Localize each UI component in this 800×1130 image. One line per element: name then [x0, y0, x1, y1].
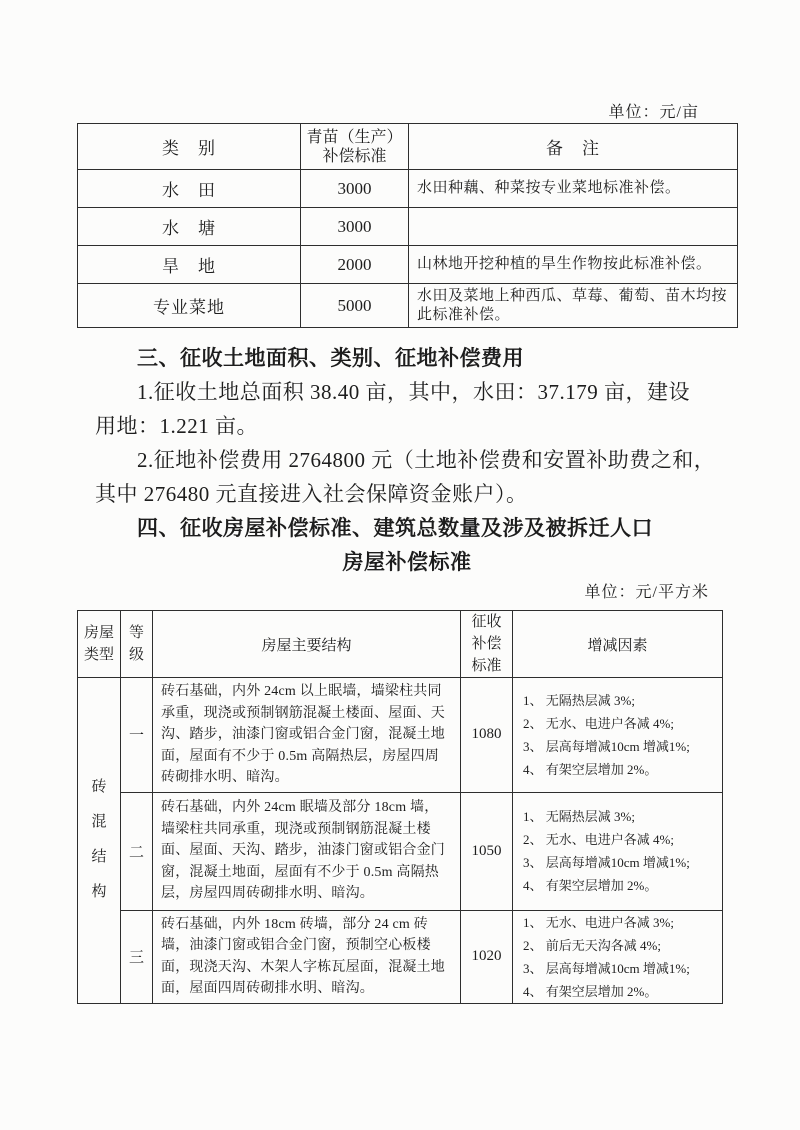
remark-cell: 水田及菜地上种西瓜、草莓、葡萄、苗木均按此标准补偿。 [409, 284, 738, 328]
category-cell: 专业菜地 [78, 284, 301, 328]
factor-line: 2、 前后无天沟各减 4%; [523, 937, 661, 953]
header-structure: 房屋主要结构 [153, 611, 461, 678]
factor-line: 3、 层高每增减10cm 增减1%; [523, 738, 690, 754]
header-factors: 增减因素 [513, 611, 723, 678]
factor-line: 4、 有架空层增加 2%。 [523, 878, 658, 893]
table-row [78, 170, 738, 208]
factor-line: 3、 层高每增减10cm 增减1%; [523, 855, 690, 870]
table-row [78, 208, 738, 246]
body-text [95, 341, 737, 579]
header-grade: 等级 [121, 611, 153, 678]
factor-line: 2、 无水、电进户各减 4%; [523, 715, 674, 731]
section-heading-four: 四、征收房屋补偿标准、建筑总数量及涉及被拆迁人口 [137, 516, 653, 540]
factor-line: 1、 无水、电进户各减 3%; [523, 914, 674, 930]
house-compensation-table [77, 610, 723, 1004]
header-category: 类 别 [78, 124, 301, 170]
unit-label-yuan-per-sqm: 单位：元/平方米 [584, 584, 709, 601]
structure-cell: 砖石基础，内外 24cm 眠墙及部分 18cm 墙，墙梁柱共同承重，现浇或预制钢筋混凝土楼面、屋面、天沟、踏步，油漆门窗或铝合金门窗，混凝土地面，屋面有不少于 0.5m 高隔热层，房屋四周砖砌排水明、暗沟。 [153, 792, 461, 910]
factor-line: 1、 无隔热层减 3%; [523, 692, 635, 708]
factors-cell [513, 910, 723, 1003]
grade-cell: 二 [121, 792, 153, 910]
crop-compensation-table [77, 123, 738, 328]
standard-cell: 1020 [461, 910, 513, 1003]
page-content [77, 0, 737, 1130]
grade-cell: 一 [121, 678, 153, 793]
table-row [78, 792, 723, 910]
category-cell: 旱 地 [78, 246, 301, 284]
remark-cell: 山林地开挖种植的旱生作物按此标准补偿。 [409, 246, 738, 284]
house-type-cell: 砖混结构 [78, 678, 121, 1004]
factor-line: 3、 层高每增减10cm 增减1%; [523, 960, 690, 976]
factors-cell [513, 792, 723, 910]
remark-cell: 水田种藕、种菜按专业菜地标准补偿。 [409, 170, 738, 208]
category-cell: 水 田 [78, 170, 301, 208]
table-row [78, 246, 738, 284]
header-house-type: 房屋类型 [78, 611, 121, 678]
factor-line: 1、 无隔热层减 3%; [523, 809, 635, 824]
standard-cell: 1080 [461, 678, 513, 793]
factor-line: 4、 有架空层增加 2%。 [523, 983, 658, 999]
remark-cell [409, 208, 738, 246]
header-remark: 备 注 [409, 124, 738, 170]
subtitle-house-compensation: 房屋补偿标准 [342, 550, 472, 574]
standard-cell: 5000 [301, 284, 409, 328]
paragraph-line: 2.征地补偿费用 2764800 元（土地补偿费和安置补助费之和， [137, 448, 716, 472]
structure-cell: 砖石基础，内外 24cm 以上眠墙，墙梁柱共同承重，现浇或预制钢筋混凝土楼面、屋面、天沟、踏步，油漆门窗或铝合金门窗，混凝土地面，屋面有不少于 0.5m 高隔热层，房屋四周砖砌排水明、暗沟。 [153, 678, 461, 793]
standard-cell: 2000 [301, 246, 409, 284]
standard-cell: 3000 [301, 170, 409, 208]
table-row [78, 910, 723, 1003]
paragraph-line: 用地：1.221 亩。 [95, 414, 258, 438]
unit-label-yuan-per-mu: 单位：元/亩 [608, 104, 699, 121]
paragraph-line: 1.征收土地总面积 38.40 亩，其中，水田：37.179 亩，建设 [137, 380, 690, 404]
factor-line: 2、 无水、电进户各减 4%; [523, 832, 674, 847]
paragraph-line: 其中 276480 元直接进入社会保障资金账户）。 [95, 482, 528, 506]
factors-cell [513, 678, 723, 793]
table-row [78, 284, 738, 328]
category-cell: 水 塘 [78, 208, 301, 246]
table-header-row [78, 611, 723, 678]
header-standard: 征收补偿标准 [461, 611, 513, 678]
table-row [78, 678, 723, 793]
header-standard: 青苗（生产）补偿标准 [301, 124, 409, 170]
grade-cell: 三 [121, 910, 153, 1003]
structure-cell: 砖石基础，内外 18cm 砖墙，部分 24 cm 砖墙，油漆门窗或铝合金门窗，预制空心板楼面，现浇天沟、木架人字栋瓦屋面，混凝土地面，屋面四周砖砌排水明、暗沟。 [153, 910, 461, 1003]
standard-cell: 1050 [461, 792, 513, 910]
factor-line: 4、 有架空层增加 2%。 [523, 761, 658, 777]
table-header-row [78, 124, 738, 170]
section-heading-three: 三、征收土地面积、类别、征地补偿费用 [137, 346, 524, 370]
standard-cell: 3000 [301, 208, 409, 246]
